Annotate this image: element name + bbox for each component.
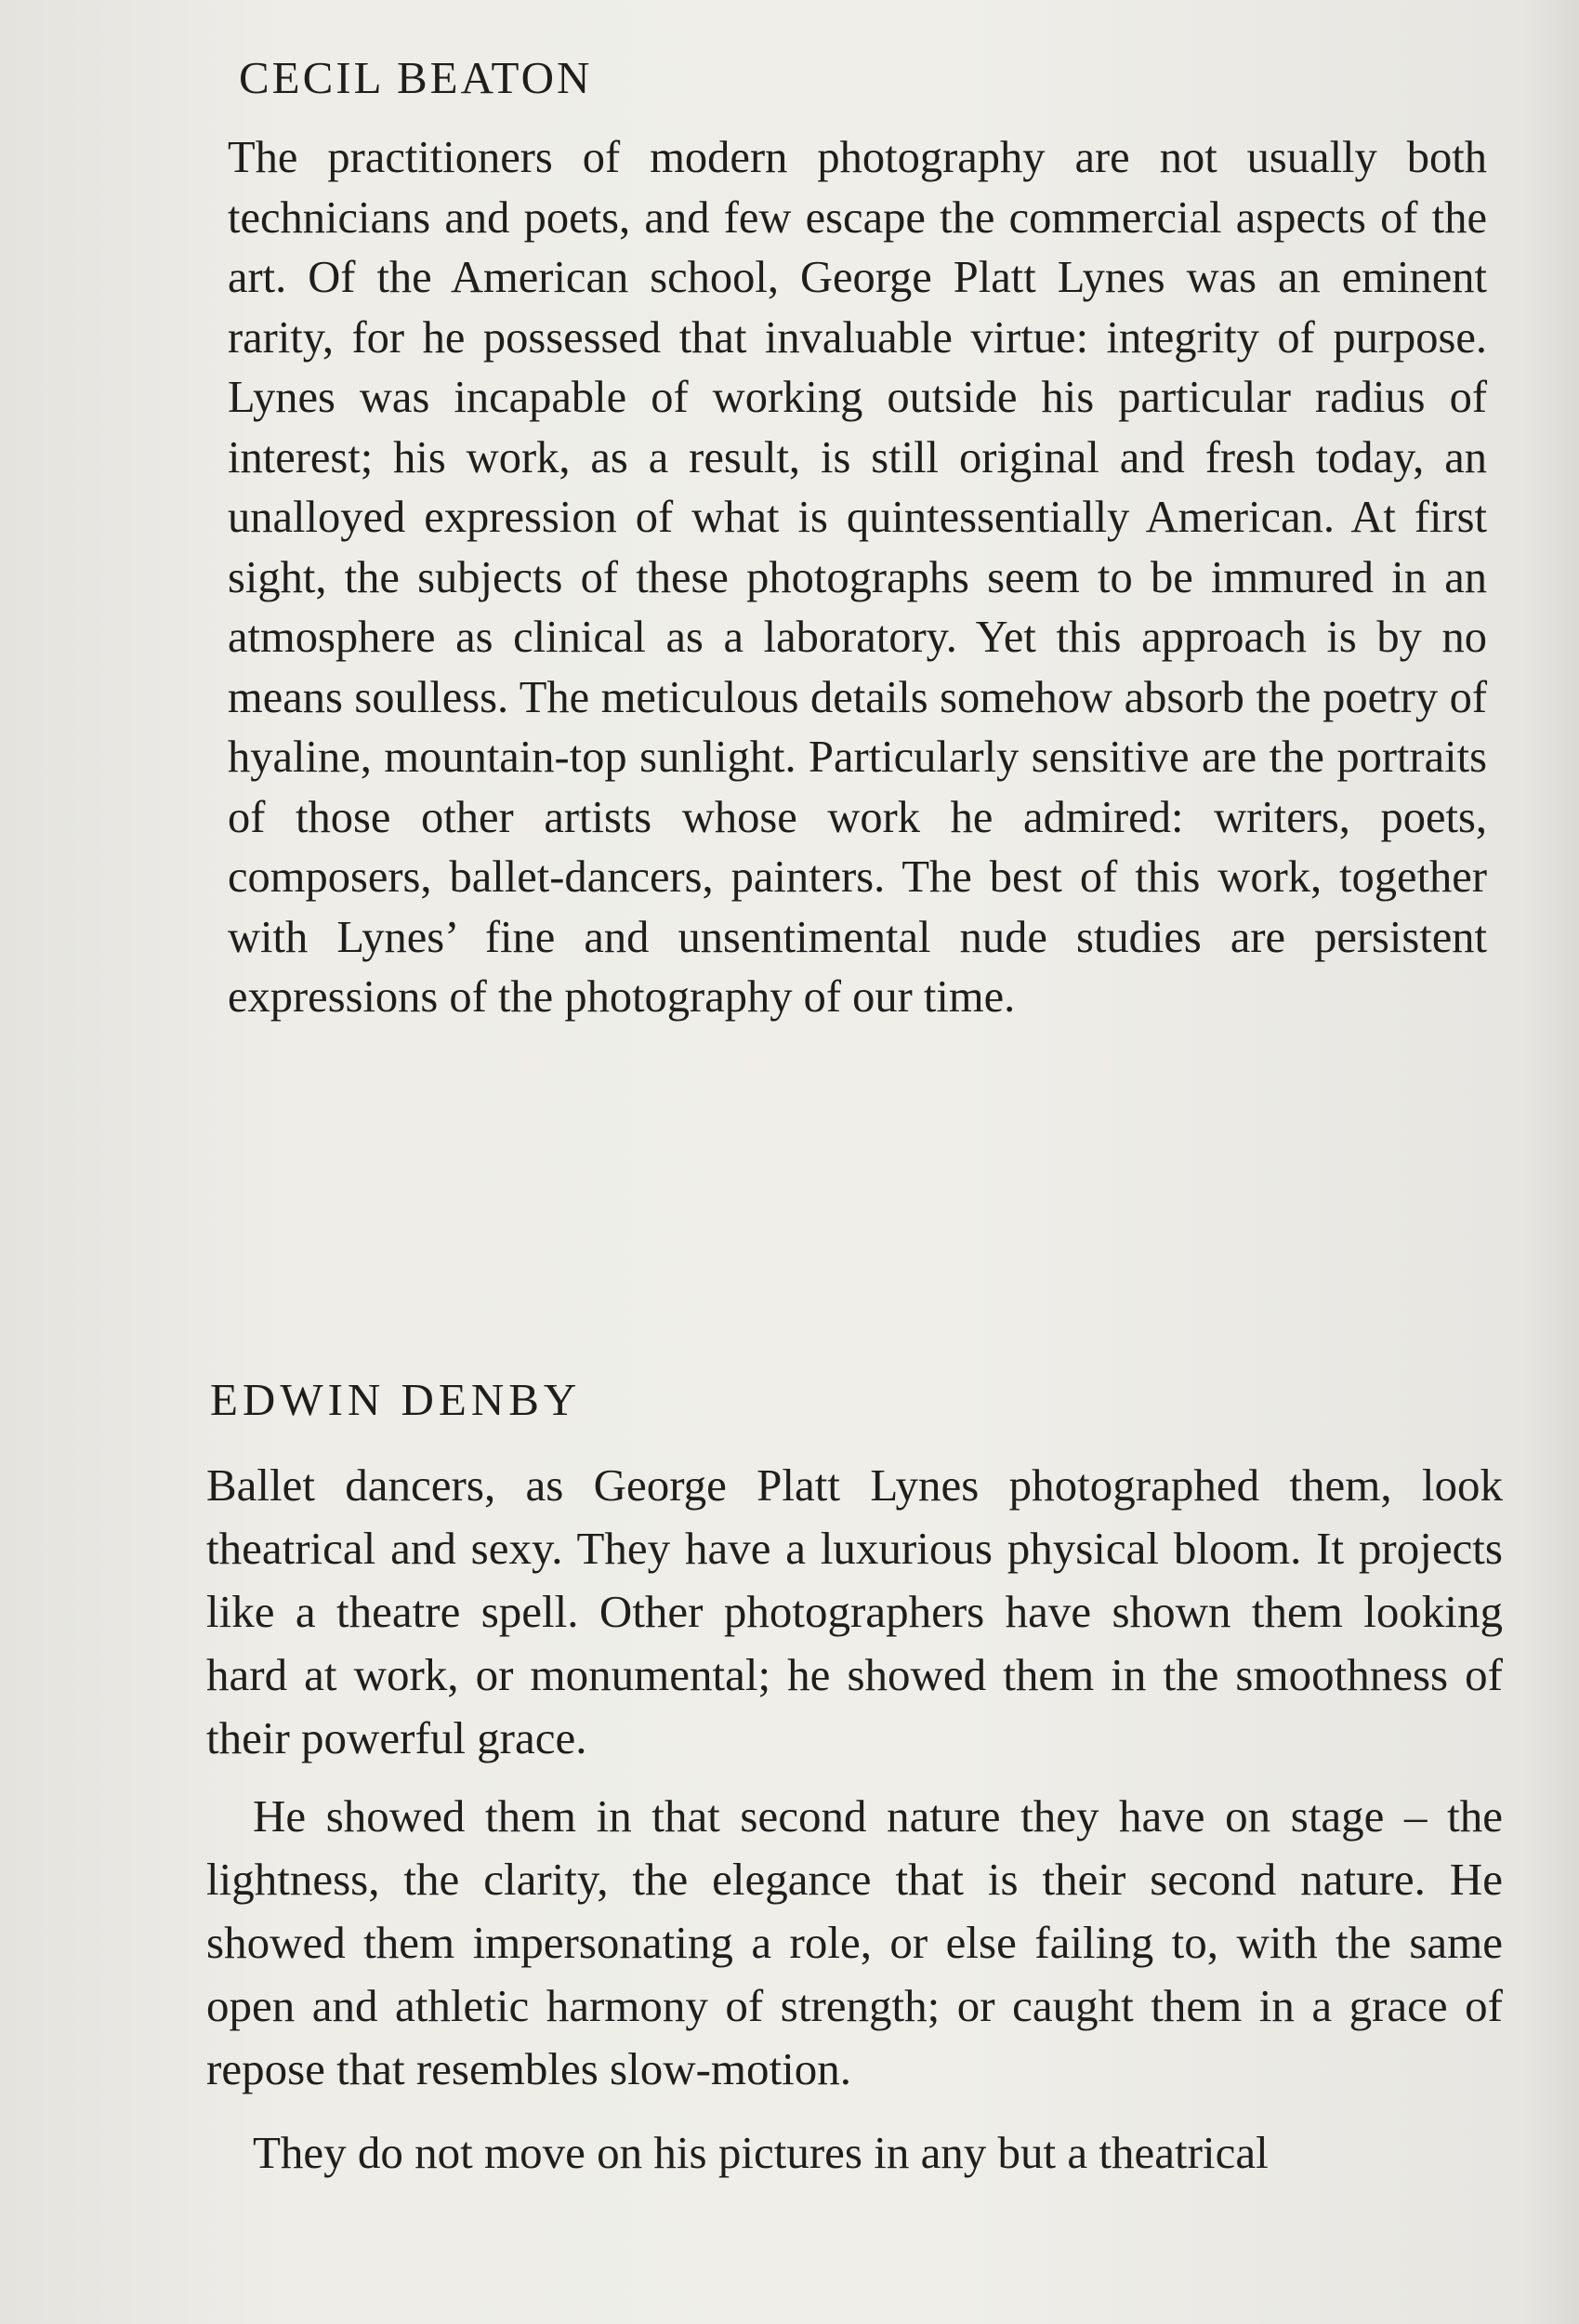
page-edge-shadow — [1523, 0, 1579, 2324]
denby-paragraph-2: He showed them in that second nature they have on stage – the lightness, the clarity, the elegance that is their second nature. He showed them impersonating a role, or else failing to, with the same open and athletic harmony of strength; or caught them in a grace of repose that resembles slow-motion. — [206, 1790, 1503, 2094]
denby-paragraph-3: They do not move on his pictures in any but a theatrical — [253, 2127, 1269, 2178]
denby-paragraph-1: Ballet dancers, as George Platt Lynes photographed them, look theatrical and sexy. They have a luxurious physical bloom. It projects like a theatre spell. Other photographers have shown them looking hard at work, or monumental; he showed them in the smoothness of their powerful grace. — [206, 1459, 1503, 1763]
denby-heading: EDWIN DENBY — [210, 1374, 582, 1425]
beaton-paragraph: The practitioners of modern photography are not usually both technicians and poets, and few escape the commercial aspects of the art. Of the American school, George Platt Lynes was an eminent rarity, for he possessed that invaluable virtue: integrity of purpose. Lynes was incapable of working outside his particular radius of interest; his work, as a result, is still original and fresh today, an unalloyed expression of what is quintessentially American. At first sight, the subjects of these photographs seem to be immured in an atmosphere as clinical as a laboratory. Yet this approach is by no means soulless. The meticulous details somehow absorb the poetry of hyaline, mountain-top sunlight. Particularly sensitive are the portraits of those other artists whose work he admired: writers, poets, composers, ballet-dancers, painters. The best of this work, together with Lynes’ fine and unsentimental nude studies are persistent expressions of the photography of our time. — [228, 133, 1487, 1022]
beaton-heading: CECIL BEATON — [239, 52, 593, 103]
denby-section — [206, 1367, 1503, 2185]
beaton-section — [228, 45, 1487, 1028]
